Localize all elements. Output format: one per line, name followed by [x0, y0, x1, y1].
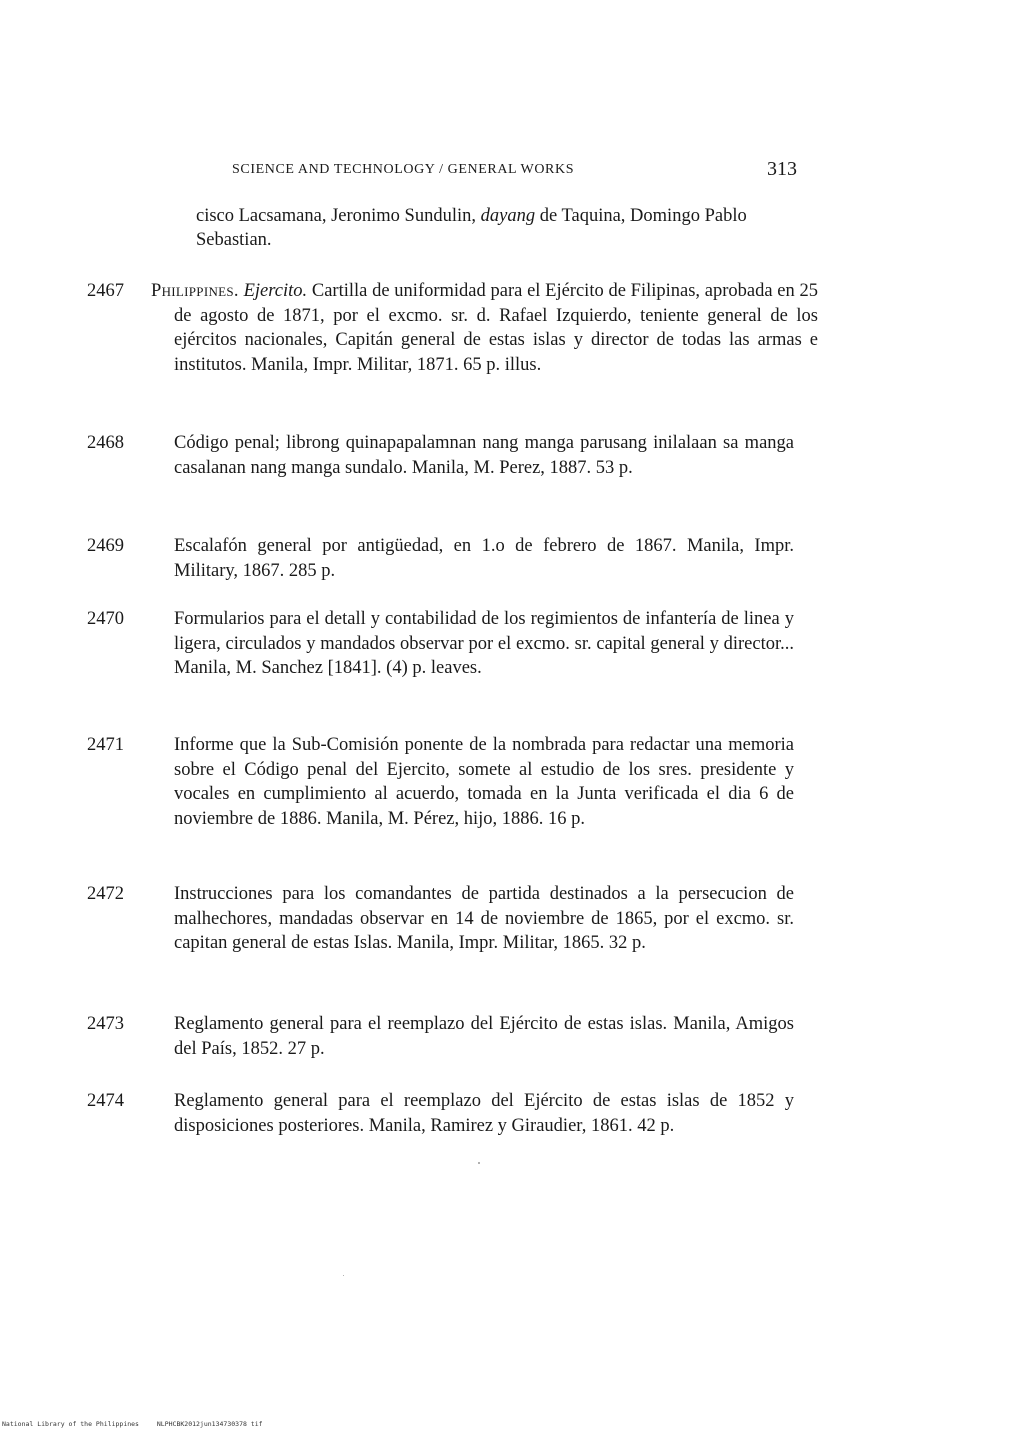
entry-text: Instrucciones para los comandantes de partida destinados a la persecucion de malhechores, mandadas observar en 14 de noviembre de 1865, por el excmo. sr. capitan general de estas Islas. Manila, Impr. Militar, 1865. 32 p. [174, 884, 794, 953]
entry-number: 2472 [87, 884, 124, 904]
scan-footer [2, 1420, 263, 1428]
scan-speck [343, 1275, 344, 1276]
entry-body: Cartilla de uniformidad para el Ejército de Filipinas, aprobada en 25 de agosto de 1871, por el excmo. sr. d. Rafael Izquierdo, teniente general de los ejércitos nacionales, Capitán general de estas islas y director de todas las armas e institutos. Manila, Impr. Militar, 1871. 65 p. illus. [174, 281, 819, 375]
entry-text [151, 279, 818, 377]
entry-number: 2467 [87, 281, 124, 301]
scan-speck [478, 1162, 480, 1164]
entry-number: 2473 [87, 1014, 124, 1034]
entry-text: Código penal; librong quinapapalamnan nang manga parusang inilalaan sa manga casalanan nang manga sundalo. Manila, M. Perez, 1887. 53 p. [174, 433, 794, 478]
entry-subauthor: Ejercito. [243, 281, 308, 301]
entry-text: Reglamento general para el reemplazo del Ejército de estas islas. Manila, Amigos del País, 1852. 27 p. [174, 1014, 794, 1059]
entry-text: Informe que la Sub-Comisión ponente de la nombrada para redactar una memoria sobre el Código penal del Ejercito, somete al estudio de los sres. presidente y vocales en cumplimiento al acuerdo, tomada en la Junta verificada el dia 6 de noviembre de 1886. Manila, M. Pérez, hijo, 1886. 16 p. [174, 735, 794, 829]
entry-text: Reglamento general para el reemplazo del Ejército de estas islas de 1852 y disposiciones posteriores. Manila, Ramirez y Giraudier, 1861. 42 p. [174, 1091, 794, 1136]
continuation-text-start: cisco Lacsamana, Jeronimo Sundulin, [196, 206, 481, 226]
entry-author: Philippines. [151, 281, 239, 301]
footer-library: National Library of the Philippines [2, 1420, 139, 1428]
entry-text: Escalafón general por antigüedad, en 1.o de febrero de 1867. Manila, Impr. Military, 1867. 285 p. [174, 536, 794, 581]
running-title: SCIENCE AND TECHNOLOGY / GENERAL WORKS [232, 162, 575, 177]
entry-number: 2468 [87, 433, 124, 453]
footer-file-id: NLPHCBK2012jun134730378 tif [156, 1420, 263, 1428]
entry-text: Formularios para el detall y contabilidad de los regimientos de infantería de linea y ligera, circulados y mandados observar por el excmo. sr. capital general y director... Manila, M. Sanchez [1841]. (4) p. leaves. [174, 609, 794, 678]
entry-number: 2471 [87, 735, 124, 755]
entry-number: 2469 [87, 536, 124, 556]
running-header [232, 158, 797, 186]
page-number: 313 [767, 158, 797, 180]
entry-number: 2474 [87, 1091, 124, 1111]
continuation-text-end: de Taquina, Domingo Pablo Sebastian. [196, 206, 747, 250]
continuation-italic-term: dayang [480, 206, 536, 226]
continuation-text [196, 204, 796, 252]
entry-number: 2470 [87, 609, 124, 629]
